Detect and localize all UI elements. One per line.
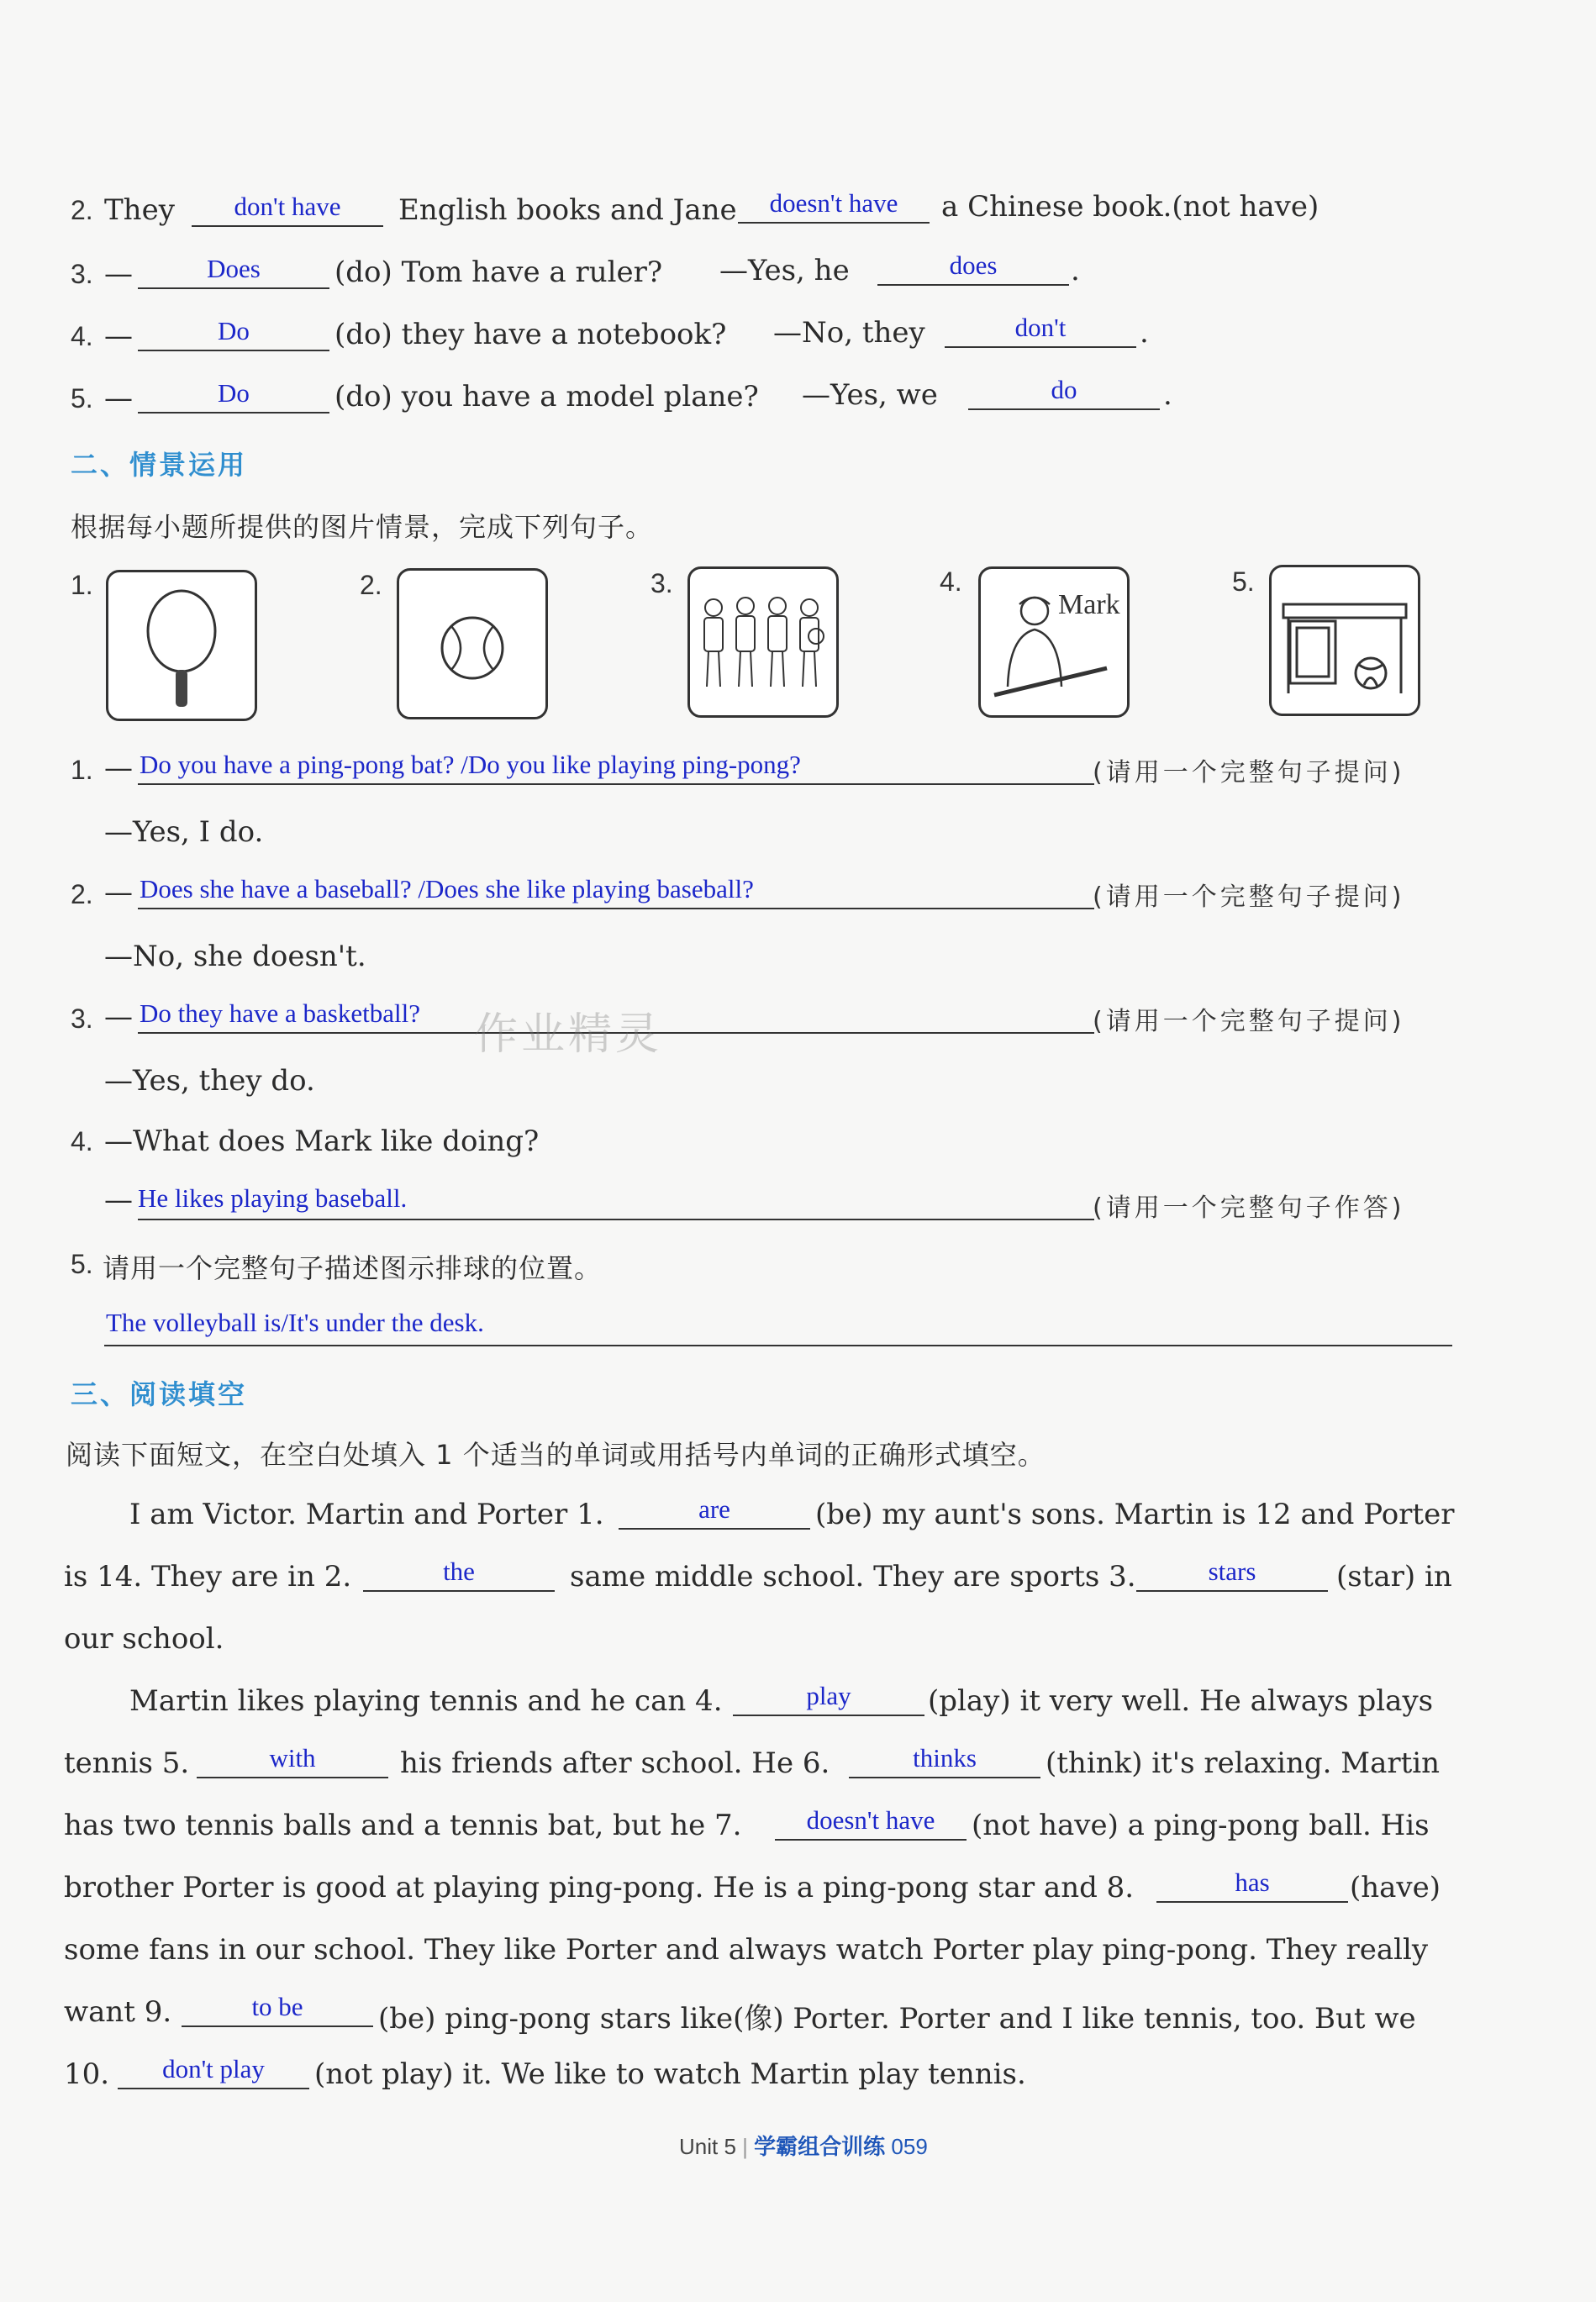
text: They (104, 193, 175, 227)
passage-text: tennis 5. (64, 1746, 190, 1780)
question-text: 请用一个完整句子描述图示排球的位置。 (103, 1252, 603, 1284)
passage-text: some fans in our school. They like Porter and always watch Porter play ping-pong. They really (64, 1933, 1429, 1967)
passage-text: is 14. They are in 2. (64, 1560, 352, 1593)
instruction: 阅读下面短文，在空白处填入 1 个适当的单词或用括号内单词的正确形式填空。 (66, 1439, 1046, 1471)
question-number: 3. (71, 259, 93, 289)
text: (do) you have a model plane? (334, 380, 759, 414)
text: . (1071, 254, 1080, 287)
page-number: 059 (891, 2134, 928, 2159)
passage-text: (think) it's relaxing. Martin (1046, 1746, 1441, 1780)
unit-label: Unit 5 (679, 2134, 736, 2159)
question-number: 2. (71, 879, 93, 909)
answer-text[interactable]: He likes playing baseball. (138, 1183, 408, 1213)
question-text: —What does Mark like doing? (104, 1125, 540, 1158)
passage-text: 10. (64, 2057, 110, 2091)
answer-blank[interactable]: stars (1136, 1557, 1328, 1592)
answer-blank[interactable]: has (1156, 1867, 1348, 1903)
watermark: 作业精灵 (474, 1009, 663, 1060)
text: —No, they (773, 316, 925, 350)
hint: (请用一个完整句子提问) (1093, 882, 1405, 912)
section-heading: 三、阅读填空 (71, 1378, 248, 1410)
hint: (请用一个完整句子提问) (1093, 1007, 1405, 1036)
page-footer: Unit 5 | 学霸组合训练 059 (679, 2134, 928, 2159)
player-name-label: Mark (1058, 589, 1120, 620)
question-number: 5. (71, 383, 93, 414)
answer-blank[interactable]: with (197, 1743, 388, 1778)
dash: — (104, 382, 133, 415)
answer-blank[interactable]: thinks (849, 1743, 1040, 1778)
reply-text: —Yes, they do. (104, 1064, 315, 1098)
answer-blank[interactable]: doesn't have (738, 188, 930, 224)
section-heading: 二、情景运用 (71, 449, 248, 481)
baseball-icon (397, 568, 548, 719)
question-number: 5. (71, 1249, 93, 1279)
hint: (请用一个完整句子作答) (1093, 1193, 1405, 1223)
text: . (1163, 378, 1172, 412)
answer-blank[interactable]: don't have (192, 192, 383, 227)
ping-pong-bat-icon (106, 570, 257, 721)
passage-text: I am Victor. Martin and Porter 1. (129, 1498, 604, 1531)
answer-blank[interactable]: don't play (118, 2054, 309, 2089)
picture-number: 5. (1232, 566, 1255, 597)
answer-blank[interactable]: Do (138, 378, 329, 414)
brand-label: 学霸组合训练 (754, 2134, 886, 2159)
passage-text: Martin likes playing tennis and he can 4. (129, 1684, 723, 1718)
answer-text[interactable]: Do you have a ping-pong bat? /Do you like playing ping-pong? (140, 750, 801, 779)
passage-text: (be) ping-pong stars like(像) Porter. Porter and I like tennis, too. But we (378, 2002, 1416, 2036)
answer-line (104, 1345, 1452, 1346)
answer-blank[interactable]: are (619, 1494, 810, 1530)
question-number: 4. (71, 1126, 93, 1156)
dash: — (104, 751, 133, 785)
basketball-team-icon (687, 566, 839, 718)
answer-text[interactable]: The volleyball is/It's under the desk. (106, 1308, 484, 1337)
question-number: 4. (71, 321, 93, 351)
answer-blank[interactable]: to be (182, 1992, 373, 2027)
picture-number: 1. (71, 570, 93, 600)
dash: — (104, 257, 133, 291)
question-number: 3. (71, 1004, 93, 1034)
picture-number: 2. (360, 570, 382, 600)
answer-blank[interactable]: the (363, 1557, 555, 1592)
text: —Yes, we (802, 378, 938, 412)
reply-text: —No, she doesn't. (104, 940, 366, 973)
dash: — (104, 1000, 133, 1034)
passage-text: (be) my aunt's sons. Martin is 12 and Porter (815, 1498, 1455, 1531)
dash: — (104, 1183, 133, 1217)
text: . (1140, 316, 1149, 350)
answer-blank[interactable]: don't (945, 313, 1136, 348)
picture-number: 4. (940, 566, 962, 597)
passage-text: our school. (64, 1622, 224, 1656)
answer-line (138, 908, 1094, 909)
text: (do) Tom have a ruler? (334, 255, 663, 289)
desk-volleyball-icon (1269, 565, 1420, 716)
answer-blank[interactable]: Does (138, 254, 329, 289)
answer-line (138, 1219, 1094, 1220)
passage-text: (have) (1350, 1871, 1441, 1904)
answer-blank[interactable]: doesn't have (775, 1805, 967, 1841)
passage-text: (not have) a ping-pong ball. His (972, 1809, 1430, 1842)
question-number: 2. (71, 195, 93, 225)
hint: (请用一个完整句子提问) (1093, 758, 1405, 788)
picture-number: 3. (651, 568, 673, 598)
answer-blank[interactable]: does (877, 250, 1069, 286)
text: English books and Jane (398, 193, 737, 227)
answer-line (138, 783, 1094, 785)
passage-text: want 9. (64, 1995, 172, 2029)
question-number: 1. (71, 755, 93, 785)
instruction: 根据每小题所提供的图片情景，完成下列句子。 (71, 511, 654, 543)
baseball-player-icon (978, 566, 1130, 718)
passage-text: same middle school. They are sports 3. (570, 1560, 1136, 1593)
answer-text[interactable]: Does she have a baseball? /Does she like playing baseball? (140, 874, 754, 903)
passage-text: (play) it very well. He always plays (928, 1684, 1434, 1718)
passage-text: (not play) it. We like to watch Martin play tennis. (314, 2057, 1026, 2091)
text: —Yes, he (719, 254, 850, 287)
text: a Chinese book.(not have) (941, 190, 1319, 224)
passage-text: his friends after school. He 6. (400, 1746, 830, 1780)
answer-blank[interactable]: do (968, 375, 1160, 410)
dash: — (104, 319, 133, 353)
reply-text: —Yes, I do. (104, 815, 264, 849)
passage-text: (star) in (1336, 1560, 1452, 1593)
answer-text[interactable]: Do they have a basketball? (140, 998, 420, 1028)
answer-blank[interactable]: Do (138, 316, 329, 351)
dash: — (104, 876, 133, 909)
passage-text: has two tennis balls and a tennis bat, but he 7. (64, 1809, 742, 1842)
passage-text: brother Porter is good at playing ping-pong. He is a ping-pong star and 8. (64, 1871, 1135, 1904)
text: (do) they have a notebook? (334, 318, 727, 351)
answer-blank[interactable]: play (733, 1681, 924, 1716)
